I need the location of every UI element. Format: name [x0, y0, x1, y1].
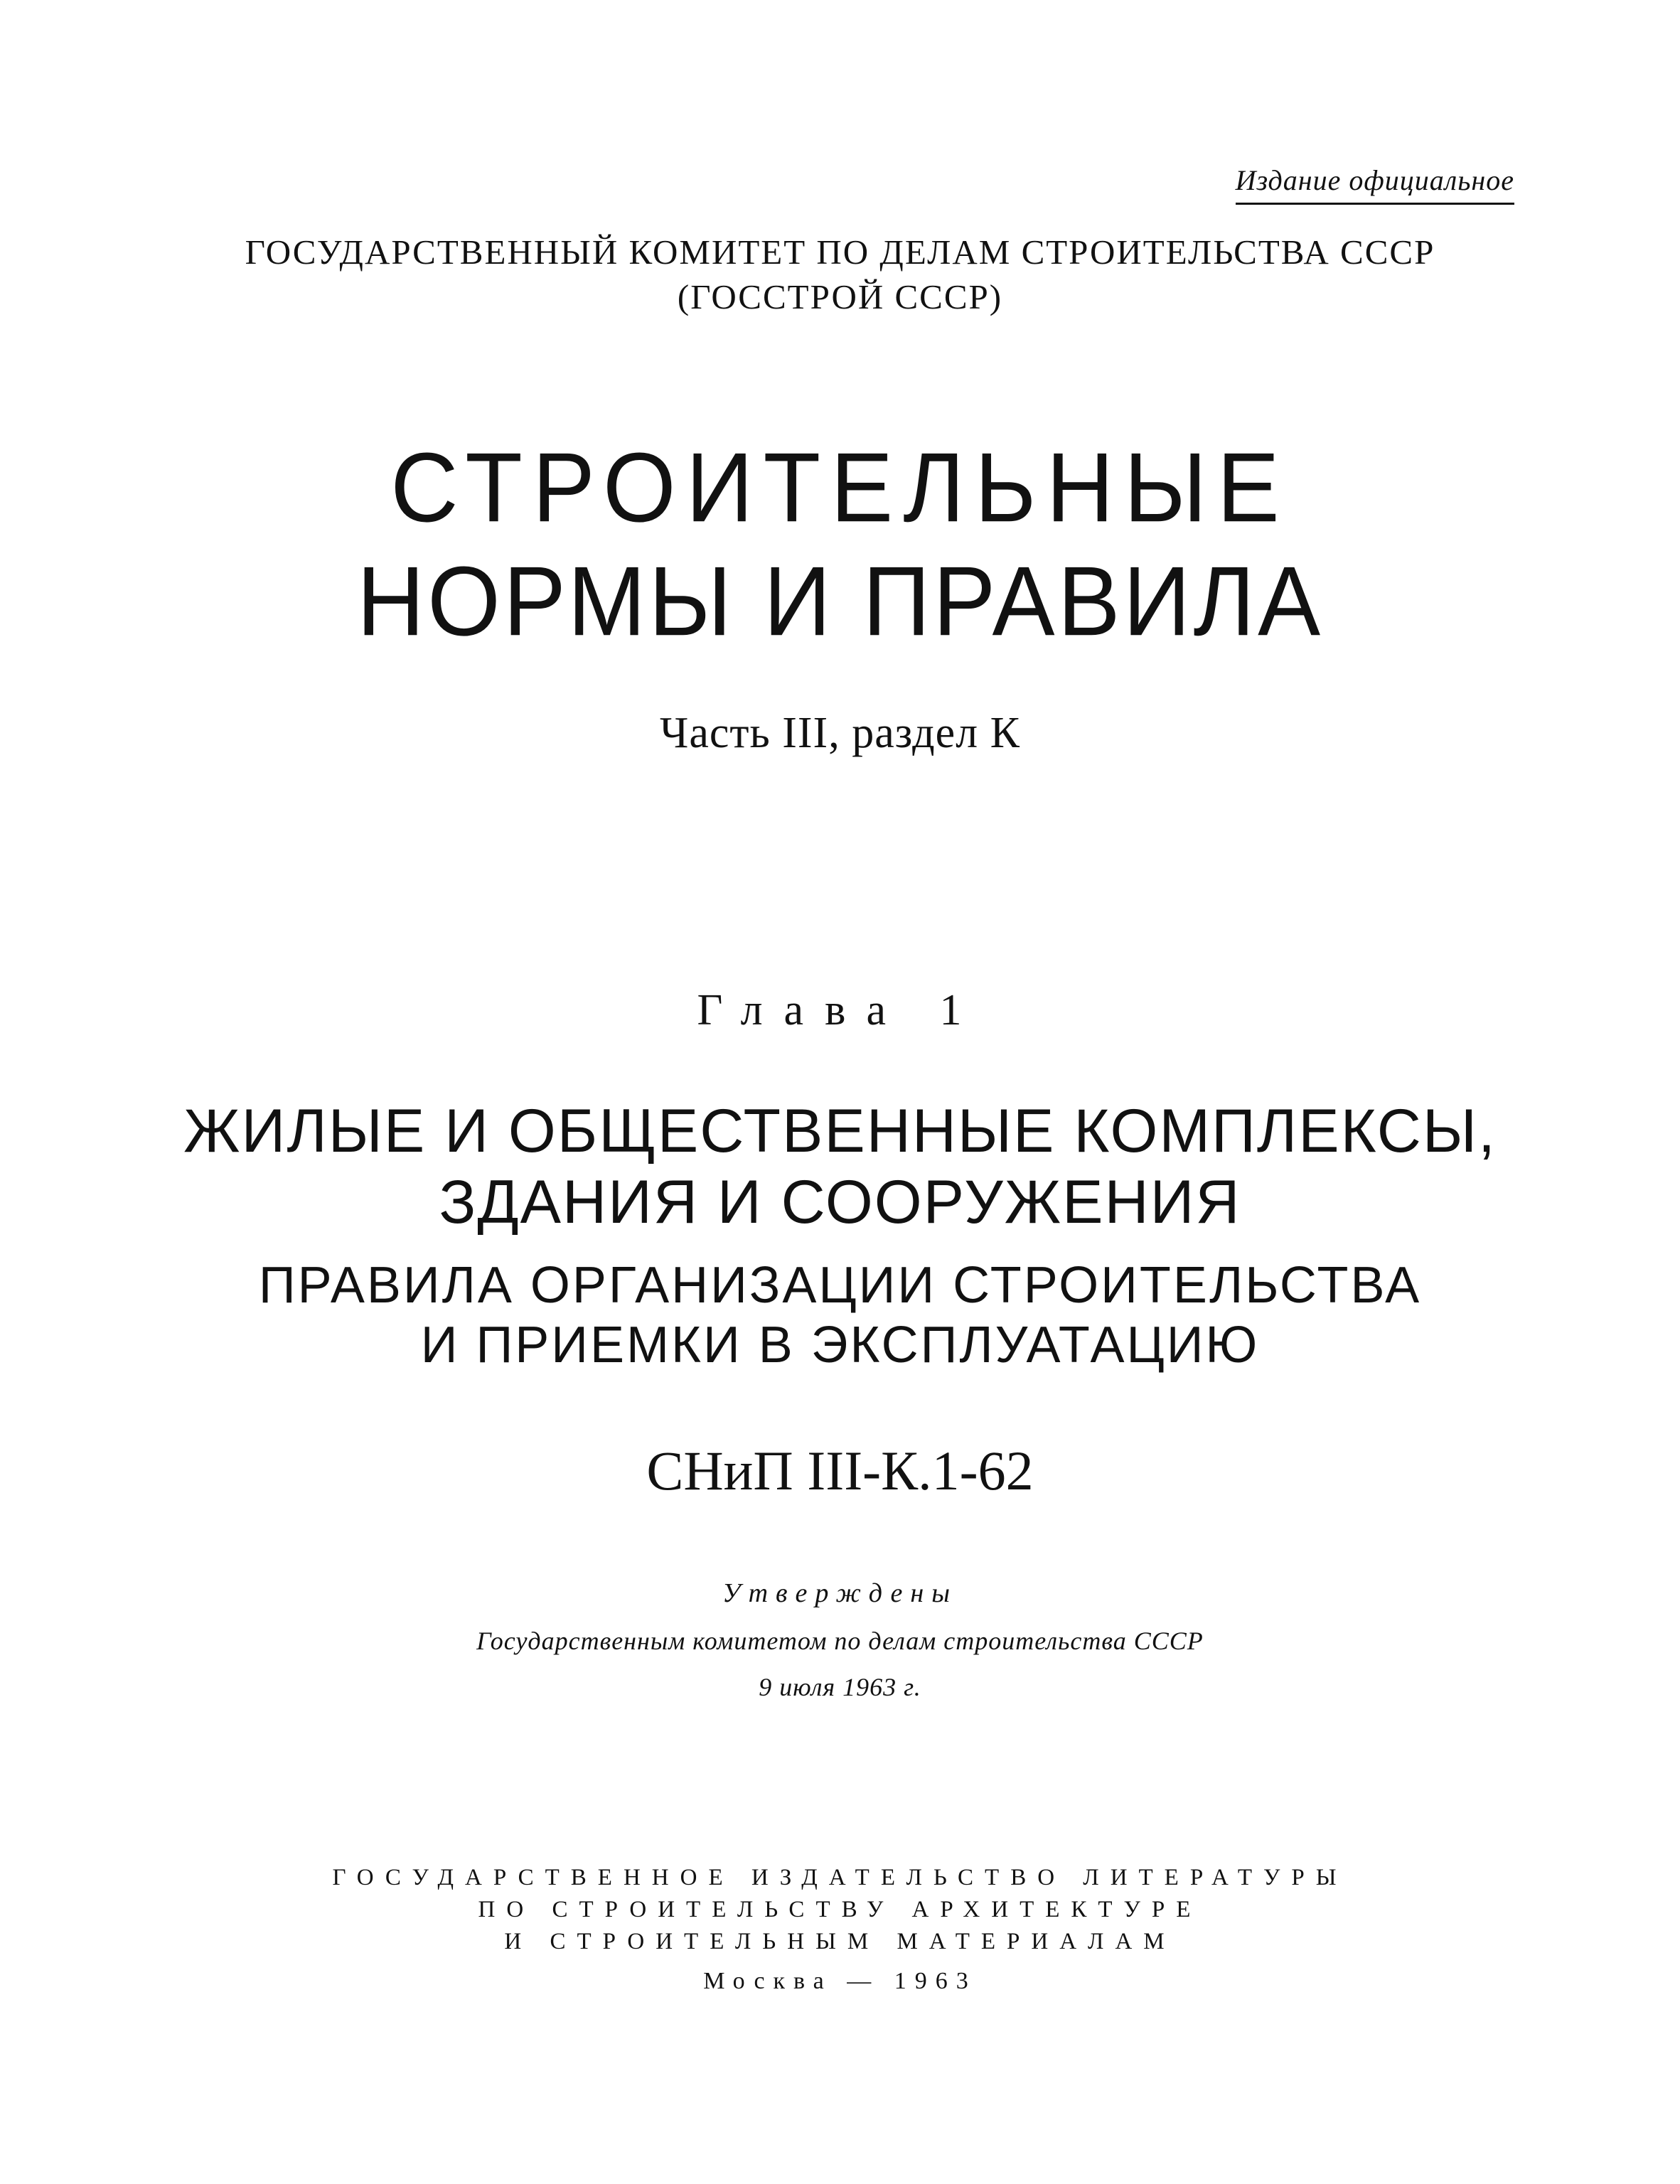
chapter-label: Глава 1: [697, 986, 983, 1034]
committee-abbreviation: (ГОССТРОЙ СССР): [677, 277, 1003, 316]
part-section-label: Часть III, раздел К: [660, 709, 1020, 757]
document-code: СНиП III-К.1-62: [646, 1440, 1034, 1502]
title-line-1: СТРОИТЕЛЬНЫЕ: [390, 432, 1290, 542]
publication-city-year: Москва — 1963: [703, 1968, 977, 1994]
publisher-line-2: ПО СТРОИТЕЛЬСТВУ АРХИТЕКТУРЕ: [478, 1897, 1202, 1922]
title-line-2: НОРМЫ И ПРАВИЛА: [356, 546, 1324, 656]
chapter-subheading-line-2: И ПРИЕМКИ В ЭКСПЛУАТАЦИЮ: [420, 1317, 1260, 1374]
approval-date: 9 июля 1963 г.: [759, 1673, 921, 1701]
publisher-line-3: И СТРОИТЕЛЬНЫМ МАТЕРИАЛАМ: [504, 1929, 1176, 1954]
approved-by: Государственным комитетом по делам строительства СССР: [476, 1627, 1204, 1655]
official-edition-label: Издание официальное: [1236, 164, 1514, 205]
chapter-heading-line-2: ЗДАНИЯ И СООРУЖЕНИЯ: [439, 1168, 1241, 1236]
chapter-subheading-line-1: ПРАВИЛА ОРГАНИЗАЦИИ СТРОИТЕЛЬСТВА: [258, 1257, 1422, 1314]
chapter-heading-line-1: ЖИЛЫЕ И ОБЩЕСТВЕННЫЕ КОМПЛЕКСЫ,: [183, 1097, 1497, 1165]
committee-name: ГОСУДАРСТВЕННЫЙ КОМИТЕТ ПО ДЕЛАМ СТРОИТЕЛЬСТВА СССР: [245, 232, 1435, 272]
approved-label: Утверждены: [722, 1578, 958, 1608]
publisher-line-1: ГОСУДАРСТВЕННОЕ ИЗДАТЕЛЬСТВО ЛИТЕРАТУРЫ: [332, 1865, 1348, 1890]
